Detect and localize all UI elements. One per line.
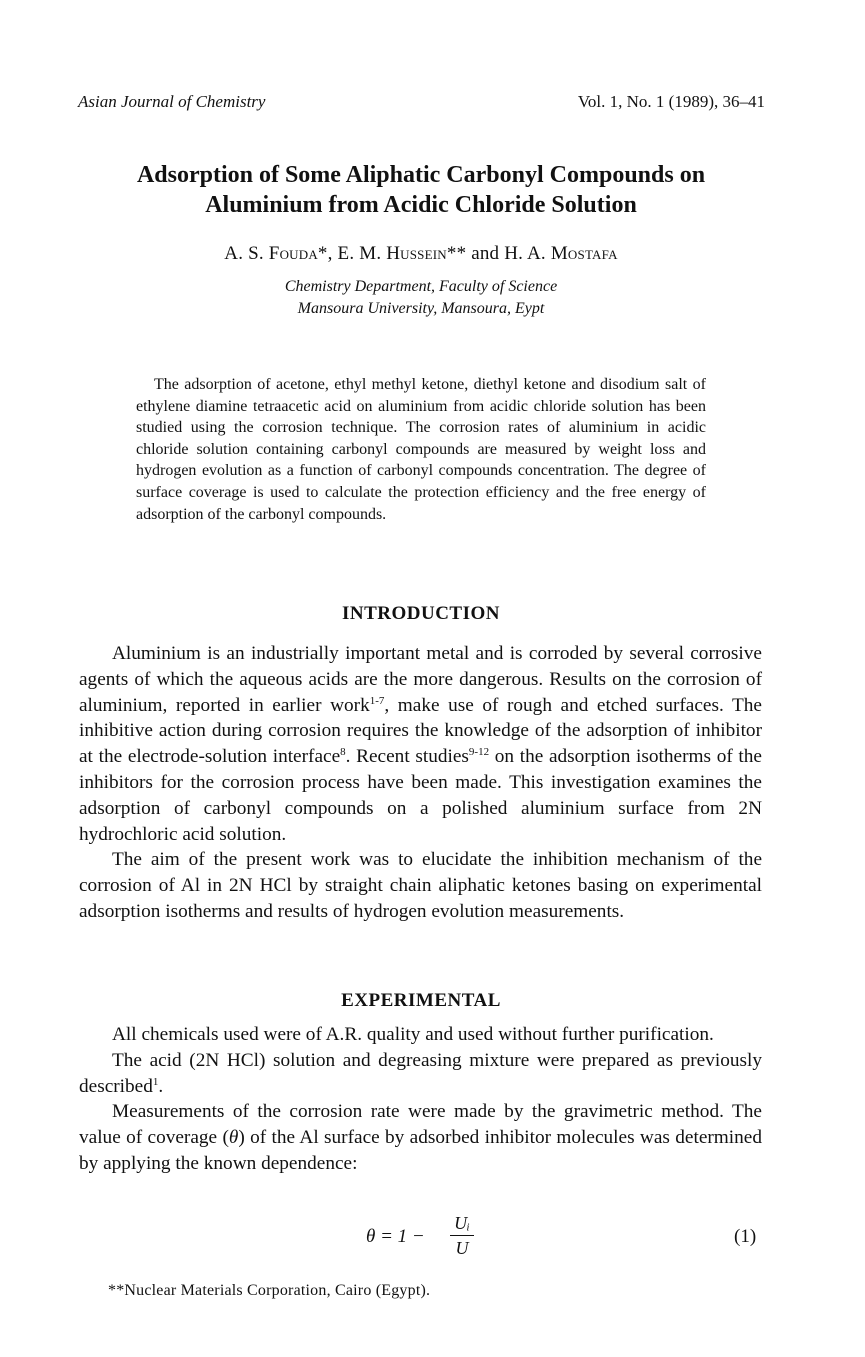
introduction-body	[79, 641, 762, 925]
footnote: **Nuclear Materials Corporation, Cairo (Egypt).	[108, 1282, 431, 1299]
equation-fraction	[450, 1212, 474, 1259]
theta-symbol: θ	[228, 1127, 239, 1149]
intro-p1-text-a: Aluminium is an industrially important metal and is corroded by several corrosive agents of which the aqueous acids are the more dangerous. Results on the corrosion of aluminium, reported in earlier work	[79, 643, 762, 716]
experimental-heading: EXPERIMENTAL	[341, 990, 501, 1011]
affiliation-line-2: Mansoura University, Mansoura, Eypt	[297, 300, 545, 317]
fraction-denominator: U	[455, 1238, 469, 1258]
exp-p2-text-b: .	[158, 1075, 164, 1097]
intro-p1-text-d: on the adsorption isotherms of the inhibitors for the corrosion process have been made. This investigation examines the adsorption of carbonyl compounds on a polished aluminium surface from 2N hydrochloric acid solution.	[79, 746, 762, 845]
author-2-surname: Hussein	[386, 243, 447, 264]
intro-paragraph-2: The aim of the present work was to elucidate the inhibition mechanism of the corrosion of Al in 2N HCl by straight chain aliphatic ketones basing on experimental adsorption isotherms and results of hydrogen evolution measurements.	[79, 849, 762, 922]
author-1-mark: *,	[317, 243, 338, 264]
author-list	[80, 243, 762, 265]
author-2-mark: ** and	[446, 243, 505, 264]
author-3-initials: H. A.	[504, 243, 551, 264]
exp-p2-text-a: The acid (2N HCl) solution and degreasing mixture were prepared as previously described	[79, 1049, 762, 1097]
equation-1	[0, 1212, 865, 1262]
volume-info: Vol. 1, No. 1 (1989), 36–41	[577, 92, 765, 111]
citation-ref: 9-12	[468, 746, 490, 759]
author-3-surname: Mostafa	[550, 243, 618, 264]
author-1-surname: Fouda	[268, 243, 318, 264]
citation-ref: 1	[152, 1075, 159, 1088]
abstract-text: The adsorption of acetone, ethyl methyl ketone, diethyl ketone and disodium salt of ethylene diamine tetraacetic acid on aluminium from acidic chloride solution has been studied using the corrosion technique. The corrosion rates of aluminium in acidic chloride solution containing carbonyl compounds are measured by weight loss and hydrogen evolution as a function of carbonyl compounds concentration. The degree of surface coverage is used to calculate the protection efficiency and the free energy of adsorption of the carbonyl compounds.	[136, 376, 706, 523]
author-1-initials: A. S.	[224, 243, 269, 264]
citation-ref: 8	[340, 746, 346, 759]
intro-p1-text-b: , make use of rough and etched surfaces. The inhibitive action during corrosion requires the knowledge of the adsorption of inhibitor at the electrode-solution interface	[79, 694, 762, 768]
affiliation	[80, 276, 762, 320]
fraction-numerator: Uᵢ	[454, 1213, 470, 1233]
title-line-1: Adsorption of Some Aliphatic Carbonyl Compounds on	[136, 162, 706, 188]
fraction-bar	[450, 1235, 474, 1236]
exp-p3-text-a: Measurements of the corrosion rate were made by the gravimetric method. The value of coverage (	[79, 1101, 762, 1149]
author-2-initials: E. M.	[337, 243, 387, 264]
citation-ref: 1-7	[369, 694, 385, 707]
introduction-heading: INTRODUCTION	[341, 603, 501, 624]
experimental-body	[79, 1022, 762, 1177]
exp-paragraph-2	[79, 1048, 762, 1100]
exp-p3-text-b: ) of the Al surface by adsorbed inhibitor molecules was determined by applying the known dependence:	[79, 1127, 762, 1174]
exp-paragraph-3	[79, 1099, 762, 1176]
intro-paragraph-1	[79, 641, 762, 847]
paper-title	[80, 160, 762, 220]
title-line-2: Aluminium from Acidic Chloride Solution	[205, 192, 637, 218]
equation-number: (1)	[734, 1226, 757, 1247]
intro-p1-text-c: . Recent studies	[345, 746, 469, 768]
journal-name: Asian Journal of Chemistry	[78, 92, 266, 111]
abstract	[136, 374, 706, 525]
affiliation-line-1: Chemistry Department, Faculty of Science	[284, 278, 558, 295]
equation-lhs: θ = 1 −	[366, 1226, 425, 1247]
exp-paragraph-1: All chemicals used were of A.R. quality and used without further purification.	[112, 1024, 714, 1045]
